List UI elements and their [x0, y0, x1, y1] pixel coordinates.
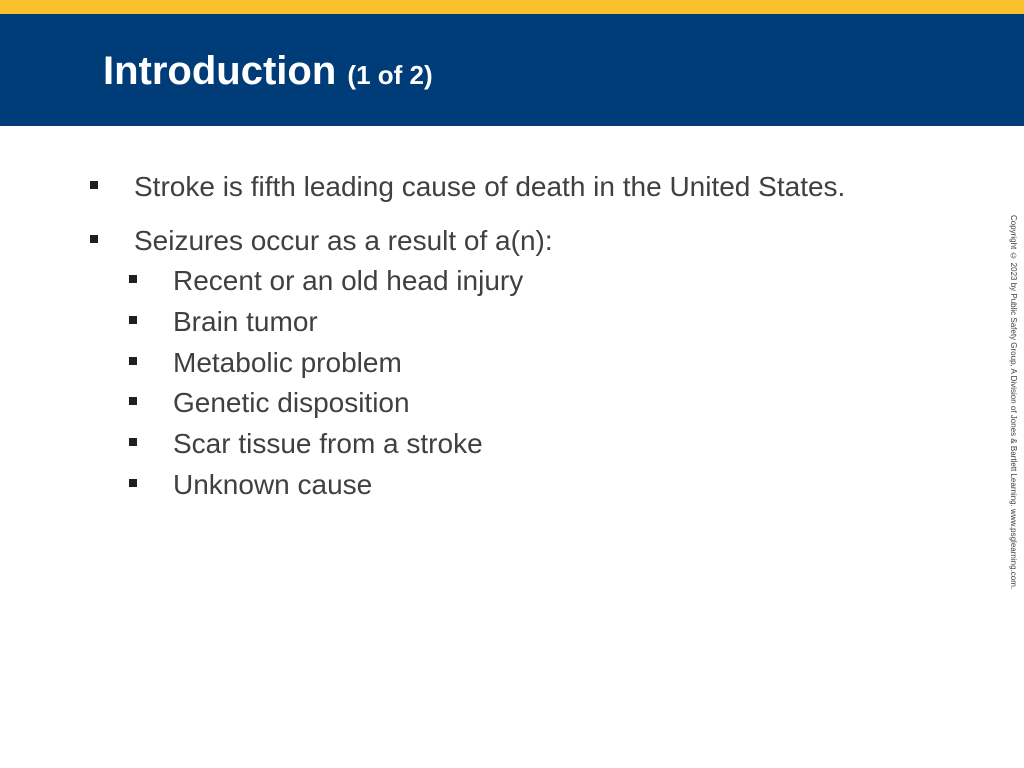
square-bullet-icon — [129, 357, 137, 365]
sub-bullet-text: Brain tumor — [173, 306, 318, 337]
sub-bullet-item — [173, 468, 372, 502]
square-bullet-icon — [90, 235, 98, 243]
square-bullet-icon — [129, 479, 137, 487]
bullet-item — [134, 170, 845, 204]
sub-bullet-item — [173, 305, 318, 339]
square-bullet-icon — [129, 316, 137, 324]
sub-bullet-text: Recent or an old head injury — [173, 265, 524, 296]
slide-title — [103, 47, 433, 99]
bullet-text: Stroke is fifth leading cause of death in the United States. — [134, 171, 846, 202]
sub-bullet-item — [173, 346, 402, 380]
sub-bullet-text: Metabolic problem — [173, 347, 402, 378]
square-bullet-icon — [129, 438, 137, 446]
copyright-notice: Copyright © 2023 by Public Safety Group, A Division of Jones & Bartlett Learning. www.psglearning.com. — [1009, 215, 1018, 590]
sub-bullet-text: Genetic disposition — [173, 387, 410, 418]
square-bullet-icon — [129, 397, 137, 405]
title-text: Introduction — [103, 49, 337, 93]
sub-bullet-item — [173, 427, 483, 461]
sub-bullet-text: Scar tissue from a stroke — [173, 428, 483, 459]
sub-bullet-text: Unknown cause — [173, 469, 373, 500]
title-subtitle: (1 of 2) — [347, 60, 433, 90]
sub-bullet-item — [173, 386, 410, 420]
bullet-item — [134, 224, 553, 258]
sub-bullet-item — [173, 264, 523, 298]
bullet-text: Seizures occur as a result of a(n): — [134, 225, 553, 256]
accent-stripe — [0, 0, 1024, 14]
square-bullet-icon — [90, 181, 98, 189]
square-bullet-icon — [129, 275, 137, 283]
